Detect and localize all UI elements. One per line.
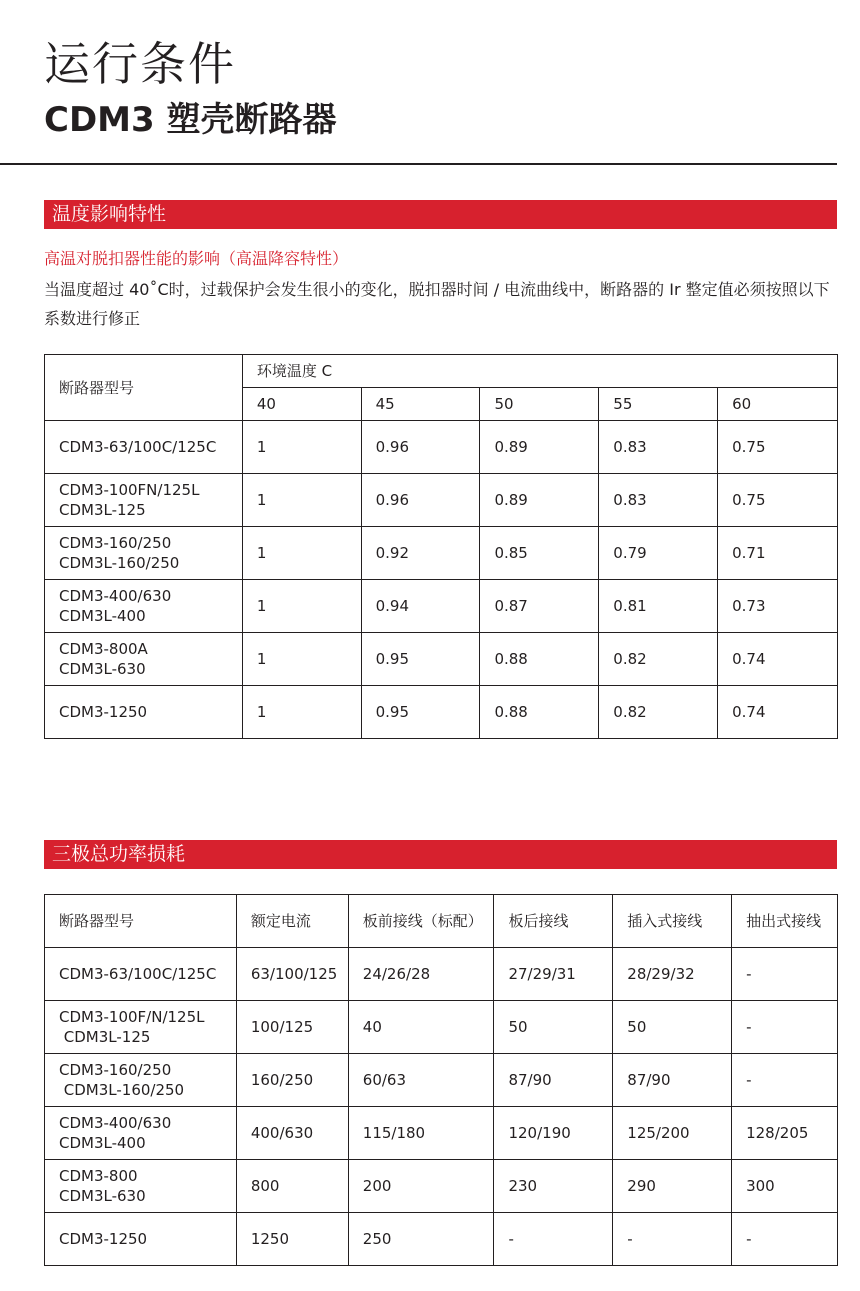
table-cell: 0.85 bbox=[480, 527, 599, 580]
table-header-cell: 插入式接线 bbox=[613, 895, 732, 948]
table-cell: 0.89 bbox=[480, 474, 599, 527]
table-cell: - bbox=[732, 948, 838, 1001]
table-cell: 250 bbox=[348, 1213, 494, 1266]
table-header-cell: 断路器型号 bbox=[45, 355, 243, 421]
table-cell: 125/200 bbox=[613, 1107, 732, 1160]
section-bar-power-loss: 三极总功率损耗 bbox=[44, 840, 837, 869]
table-cell: 0.82 bbox=[599, 686, 718, 739]
temperature-derating-table bbox=[44, 354, 838, 739]
table-cell: 24/26/28 bbox=[348, 948, 494, 1001]
table-cell: 0.88 bbox=[480, 686, 599, 739]
table-cell: 87/90 bbox=[494, 1054, 613, 1107]
table-cell: 100/125 bbox=[236, 1001, 348, 1054]
table-cell: CDM3-63/100C/125C bbox=[45, 948, 237, 1001]
table-row bbox=[45, 1213, 838, 1266]
table-cell: 1 bbox=[242, 474, 361, 527]
table-row bbox=[45, 474, 838, 527]
table-header-cell: 板前接线（标配） bbox=[348, 895, 494, 948]
table-cell: 0.75 bbox=[718, 474, 838, 527]
table-cell: 28/29/32 bbox=[613, 948, 732, 1001]
table-header-row bbox=[45, 895, 838, 948]
table-cell: 27/29/31 bbox=[494, 948, 613, 1001]
table-cell: 0.71 bbox=[718, 527, 838, 580]
table-cell: 1250 bbox=[236, 1213, 348, 1266]
table-cell: CDM3-400/630 CDM3L-400 bbox=[45, 1107, 237, 1160]
table-row bbox=[45, 686, 838, 739]
table-cell: CDM3-800 CDM3L-630 bbox=[45, 1160, 237, 1213]
table-cell: 230 bbox=[494, 1160, 613, 1213]
table-cell: CDM3-800A CDM3L-630 bbox=[45, 633, 243, 686]
table-row bbox=[45, 580, 838, 633]
table-header-cell: 55 bbox=[599, 388, 718, 421]
table-cell: 115/180 bbox=[348, 1107, 494, 1160]
table-cell: 0.94 bbox=[361, 580, 480, 633]
table-header-cell: 环境温度 C bbox=[242, 355, 837, 388]
table-header-cell: 额定电流 bbox=[236, 895, 348, 948]
table-header-cell: 50 bbox=[480, 388, 599, 421]
table-cell: 290 bbox=[613, 1160, 732, 1213]
table-cell: 0.83 bbox=[599, 421, 718, 474]
table-cell: - bbox=[732, 1001, 838, 1054]
table-header-cell: 45 bbox=[361, 388, 480, 421]
table-cell: - bbox=[732, 1213, 838, 1266]
table-cell: 1 bbox=[242, 580, 361, 633]
table-cell: 0.95 bbox=[361, 686, 480, 739]
table-cell: CDM3-63/100C/125C bbox=[45, 421, 243, 474]
header-divider bbox=[0, 163, 837, 165]
table-cell: 120/190 bbox=[494, 1107, 613, 1160]
table-cell: 50 bbox=[613, 1001, 732, 1054]
table-header-cell: 60 bbox=[718, 388, 838, 421]
table-row bbox=[45, 1001, 838, 1054]
table-cell: 1 bbox=[242, 633, 361, 686]
table-cell: 0.96 bbox=[361, 421, 480, 474]
table-cell: 0.79 bbox=[599, 527, 718, 580]
table-cell: 300 bbox=[732, 1160, 838, 1213]
table-header-cell: 40 bbox=[242, 388, 361, 421]
table-row bbox=[45, 1160, 838, 1213]
table-cell: 0.89 bbox=[480, 421, 599, 474]
table-cell: CDM3-1250 bbox=[45, 1213, 237, 1266]
table-header-cell: 板后接线 bbox=[494, 895, 613, 948]
table-cell: 0.81 bbox=[599, 580, 718, 633]
table-cell: 0.83 bbox=[599, 474, 718, 527]
page-subtitle: CDM3 塑壳断路器 bbox=[44, 100, 337, 140]
table-header-cell: 断路器型号 bbox=[45, 895, 237, 948]
table-cell: - bbox=[494, 1213, 613, 1266]
table-cell: 87/90 bbox=[613, 1054, 732, 1107]
table-row bbox=[45, 421, 838, 474]
table-row bbox=[45, 948, 838, 1001]
table-cell: 0.95 bbox=[361, 633, 480, 686]
table-row bbox=[45, 1107, 838, 1160]
table-cell: CDM3-160/250 CDM3L-160/250 bbox=[45, 527, 243, 580]
table-cell: - bbox=[732, 1054, 838, 1107]
table-cell: 400/630 bbox=[236, 1107, 348, 1160]
table-cell: - bbox=[613, 1213, 732, 1266]
table-row bbox=[45, 527, 838, 580]
table-cell: 1 bbox=[242, 686, 361, 739]
table-cell: 1 bbox=[242, 421, 361, 474]
page-title: 运行条件 bbox=[44, 37, 236, 91]
table-cell: 0.92 bbox=[361, 527, 480, 580]
table-cell: 0.74 bbox=[718, 633, 838, 686]
table-cell: 63/100/125 bbox=[236, 948, 348, 1001]
table-cell: 0.87 bbox=[480, 580, 599, 633]
table-cell: 200 bbox=[348, 1160, 494, 1213]
table-cell: CDM3-100FN/125L CDM3L-125 bbox=[45, 474, 243, 527]
table-cell: 0.73 bbox=[718, 580, 838, 633]
table-cell: 800 bbox=[236, 1160, 348, 1213]
table-cell: 40 bbox=[348, 1001, 494, 1054]
table-cell: 160/250 bbox=[236, 1054, 348, 1107]
table-cell: CDM3-160/250 CDM3L-160/250 bbox=[45, 1054, 237, 1107]
table-cell: 60/63 bbox=[348, 1054, 494, 1107]
table-cell: 1 bbox=[242, 527, 361, 580]
section-subheading: 高温对脱扣器性能的影响（高温降容特性） bbox=[44, 249, 349, 268]
table-row bbox=[45, 633, 838, 686]
section-paragraph: 当温度超过 40˚C时，过载保护会发生很小的变化，脱扣器时间 / 电流曲线中，断路器的 Ir 整定值必须按照以下系数进行修正 bbox=[44, 280, 830, 328]
table-cell: 0.96 bbox=[361, 474, 480, 527]
table-cell: 0.74 bbox=[718, 686, 838, 739]
table-cell: 0.75 bbox=[718, 421, 838, 474]
table-cell: 0.88 bbox=[480, 633, 599, 686]
table-row bbox=[45, 1054, 838, 1107]
table-header-cell: 抽出式接线 bbox=[732, 895, 838, 948]
table-cell: CDM3-400/630 CDM3L-400 bbox=[45, 580, 243, 633]
table-cell: CDM3-100F/N/125L CDM3L-125 bbox=[45, 1001, 237, 1054]
table-cell: 0.82 bbox=[599, 633, 718, 686]
section-bar-temperature: 温度影响特性 bbox=[44, 200, 837, 229]
power-loss-table bbox=[44, 894, 838, 1266]
table-cell: CDM3-1250 bbox=[45, 686, 243, 739]
table-cell: 50 bbox=[494, 1001, 613, 1054]
table-cell: 128/205 bbox=[732, 1107, 838, 1160]
